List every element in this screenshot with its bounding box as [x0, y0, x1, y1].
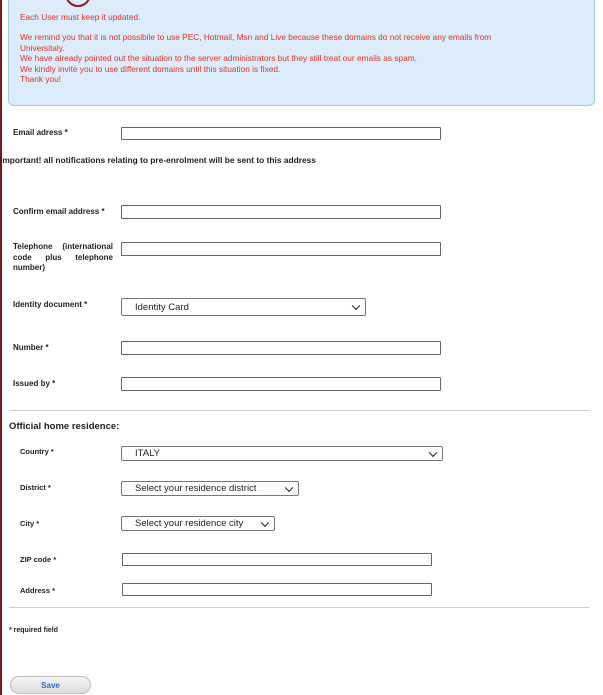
- zip-label: ZIP code *: [20, 555, 57, 564]
- district-label: District *: [20, 483, 51, 492]
- telephone-input[interactable]: [122, 243, 440, 255]
- notice-line: Each User must keep it updated.: [20, 12, 141, 22]
- notice-line: We remind you that it is not possibile to use PEC, Hotmail, Msn and Live because these domains do not receive any emails from: [20, 32, 492, 43]
- number-field[interactable]: [121, 341, 441, 355]
- address-field[interactable]: [122, 583, 432, 596]
- city-select[interactable]: [121, 516, 275, 531]
- telephone-field[interactable]: [121, 242, 441, 256]
- identity-document-value: Identity Card: [135, 301, 189, 313]
- save-button[interactable]: Save: [10, 676, 91, 694]
- identity-document-label: Identity document *: [13, 300, 88, 309]
- divider: [9, 607, 590, 608]
- chevron-down-icon: [429, 448, 437, 456]
- required-field-note: * required field: [9, 627, 59, 634]
- confirm-email-field[interactable]: [121, 205, 441, 219]
- issued-by-label: Issued by *: [13, 379, 56, 388]
- zip-input[interactable]: [123, 554, 431, 565]
- divider: [9, 410, 590, 411]
- residence-section-title: Official home residence:: [9, 421, 120, 432]
- chevron-down-icon: [352, 302, 360, 310]
- number-label: Number *: [13, 343, 49, 352]
- zip-field[interactable]: [122, 553, 432, 566]
- district-select[interactable]: [121, 481, 299, 496]
- issued-by-input[interactable]: [122, 378, 440, 390]
- left-border: [0, 0, 2, 695]
- notice-line: Thank you!: [20, 74, 62, 85]
- address-input[interactable]: [123, 584, 431, 595]
- email-field[interactable]: [121, 127, 441, 140]
- email-input[interactable]: [122, 128, 440, 139]
- country-value: ITALY: [135, 448, 160, 459]
- number-input[interactable]: [122, 342, 440, 354]
- issued-by-field[interactable]: [121, 377, 441, 391]
- important-note: Important! all notifications relating to pre-enrolment will be sent to this address: [0, 155, 316, 165]
- identity-document-select[interactable]: [121, 298, 366, 316]
- country-select[interactable]: [121, 446, 443, 461]
- chevron-down-icon: [261, 518, 269, 526]
- logo-ring-icon: [65, 0, 91, 7]
- notice-line: We kindly invite you to use different domains until this situation is fixed.: [20, 63, 281, 74]
- notice-line: Universitaly.: [20, 42, 65, 53]
- city-value: Select your residence city: [135, 518, 244, 529]
- notice-line: We have already pointed out the situation to the server administrators but they still treat our emails as spam.: [20, 53, 417, 64]
- country-label: Country *: [20, 447, 54, 456]
- city-label: City *: [20, 519, 40, 528]
- address-label: Address *: [20, 586, 56, 595]
- confirm-email-input[interactable]: [122, 206, 440, 218]
- confirm-email-label: Confirm email address *: [13, 207, 105, 216]
- chevron-down-icon: [285, 483, 293, 491]
- telephone-label: Telephone (international code plus telephone number): [13, 242, 113, 272]
- notice-box: [8, 0, 595, 106]
- district-value: Select your residence district: [135, 483, 257, 494]
- email-label: Email adress *: [13, 128, 68, 137]
